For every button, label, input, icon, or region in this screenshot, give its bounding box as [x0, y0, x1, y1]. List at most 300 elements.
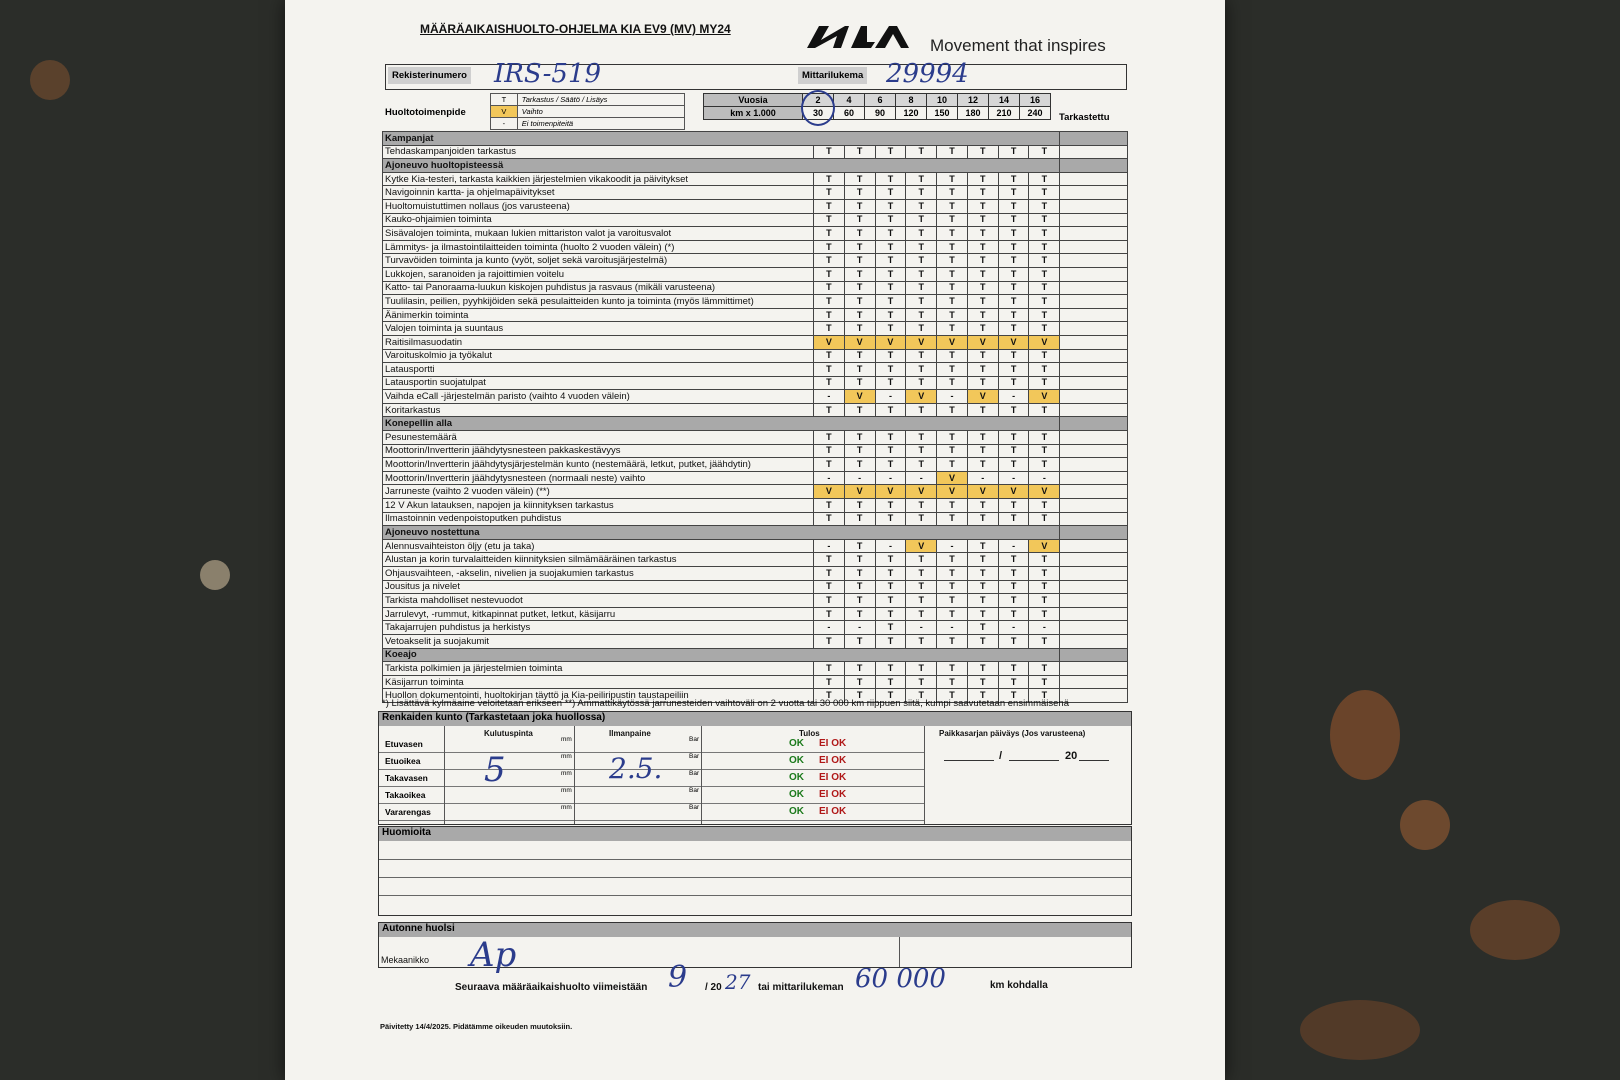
result-ei-ok[interactable]: EI OK	[819, 772, 847, 783]
checked-cell	[1060, 376, 1128, 390]
maintenance-row	[383, 499, 1128, 513]
interval-mark: T	[998, 281, 1029, 295]
interval-mark: -	[937, 390, 968, 404]
years-label: Vuosia	[704, 94, 803, 107]
interval-mark: T	[937, 267, 968, 281]
result-ok[interactable]: OK	[789, 738, 804, 749]
interval-mark: T	[1029, 295, 1060, 309]
section-title: Ajoneuvo huoltopisteessä	[383, 159, 1060, 173]
interval-mark: T	[1029, 594, 1060, 608]
interval-year-cell: 8	[896, 94, 927, 107]
interval-mark: -	[998, 539, 1029, 553]
interval-mark: T	[844, 539, 875, 553]
interval-mark: T	[1029, 281, 1060, 295]
maintenance-row	[383, 199, 1128, 213]
interval-mark: T	[906, 322, 937, 336]
tpms-date-line	[1079, 760, 1109, 761]
maintenance-row	[383, 240, 1128, 254]
interval-mark: T	[967, 295, 998, 309]
interval-mark: T	[1029, 580, 1060, 594]
interval-km-cell: 180	[958, 107, 989, 120]
interval-mark: T	[875, 553, 906, 567]
interval-mark: T	[967, 363, 998, 377]
interval-mark: T	[875, 376, 906, 390]
maintenance-item: Tarkista mahdolliset nestevuodot	[383, 594, 814, 608]
interval-mark: T	[1029, 267, 1060, 281]
tread-header: Kulutuspinta	[484, 729, 533, 738]
interval-km-cell: 30	[803, 107, 834, 120]
maintenance-row	[383, 607, 1128, 621]
interval-mark: T	[967, 580, 998, 594]
interval-mark: -	[906, 471, 937, 485]
maintenance-row	[383, 539, 1128, 553]
interval-mark: -	[875, 471, 906, 485]
tire-name: Etuvasen	[385, 739, 423, 749]
checked-cell	[1060, 322, 1128, 336]
interval-mark: T	[998, 607, 1029, 621]
interval-mark: T	[875, 349, 906, 363]
maintenance-row	[383, 281, 1128, 295]
interval-mark: T	[906, 267, 937, 281]
checked-cell	[1060, 132, 1128, 146]
interval-year-cell: 4	[834, 94, 865, 107]
interval-mark: V	[844, 390, 875, 404]
result-ei-ok[interactable]: EI OK	[819, 789, 847, 800]
interval-mark: T	[875, 308, 906, 322]
interval-year-cell: 10	[927, 94, 958, 107]
interval-mark: T	[937, 295, 968, 309]
interval-mark: T	[937, 227, 968, 241]
interval-mark: T	[875, 267, 906, 281]
notes-title: Huomioita	[379, 827, 1131, 841]
interval-mark: T	[906, 295, 937, 309]
interval-mark: T	[967, 621, 998, 635]
next-service-text-3: km kohdalla	[990, 980, 1048, 991]
interval-mark: T	[844, 689, 875, 703]
interval-mark: T	[813, 308, 844, 322]
interval-mark: T	[998, 512, 1029, 526]
interval-mark: T	[998, 322, 1029, 336]
interval-mark: T	[1029, 444, 1060, 458]
interval-mark: T	[937, 689, 968, 703]
interval-mark: T	[906, 308, 937, 322]
interval-mark: T	[813, 199, 844, 213]
interval-mark: T	[844, 240, 875, 254]
interval-mark: T	[967, 186, 998, 200]
next-service-text: Seuraava määräaikaishuolto viimeistään	[455, 982, 648, 993]
checked-cell	[1060, 390, 1128, 404]
checked-cell	[1060, 403, 1128, 417]
interval-mark: T	[906, 567, 937, 581]
interval-year-cell: 14	[989, 94, 1020, 107]
interval-mark: T	[1029, 634, 1060, 648]
column-divider	[924, 726, 925, 824]
interval-mark: T	[906, 240, 937, 254]
interval-mark: T	[906, 254, 937, 268]
checked-cell	[1060, 553, 1128, 567]
checked-cell	[1060, 648, 1128, 662]
section-header-row	[383, 526, 1128, 540]
result-ok[interactable]: OK	[789, 772, 804, 783]
checked-cell	[1060, 689, 1128, 703]
interval-mark: V	[937, 471, 968, 485]
interval-mark: V	[906, 335, 937, 349]
background-stain	[200, 560, 230, 590]
maintenance-item: Jarrulevyt, -rummut, kitkapinnat putket, letkut, käsijarru	[383, 607, 814, 621]
interval-mark: T	[998, 580, 1029, 594]
tire-name: Takaoikea	[385, 790, 426, 800]
checked-cell	[1060, 499, 1128, 513]
checked-cell	[1060, 308, 1128, 322]
interval-mark: T	[998, 689, 1029, 703]
maintenance-item: Huollon dokumentointi, huoltokirjan täyttö ja Kia-peiliripustin taustapeiliin	[383, 689, 814, 703]
interval-mark: V	[1029, 390, 1060, 404]
unit-mm: mm	[561, 753, 572, 760]
checked-cell	[1060, 512, 1128, 526]
checked-cell	[1060, 281, 1128, 295]
interval-year-cell: 6	[865, 94, 896, 107]
interval-mark: T	[875, 295, 906, 309]
interval-mark: V	[967, 390, 998, 404]
interval-mark: -	[1029, 621, 1060, 635]
interval-km-cell: 240	[1020, 107, 1051, 120]
checked-cell	[1060, 539, 1128, 553]
interval-mark: T	[813, 376, 844, 390]
maintenance-item: Alennusvaihteiston öljy (etu ja taka)	[383, 539, 814, 553]
interval-mark: T	[813, 186, 844, 200]
interval-mark: T	[967, 254, 998, 268]
interval-mark: T	[813, 567, 844, 581]
unit-mm: mm	[561, 736, 572, 743]
interval-km-cell: 120	[896, 107, 927, 120]
interval-mark: T	[967, 607, 998, 621]
notes-line	[379, 895, 1131, 896]
maintenance-item: Moottorin/Invertterin jäähdytysnesteen (normaali neste) vaihto	[383, 471, 814, 485]
interval-mark: T	[967, 499, 998, 513]
interval-mark: T	[906, 199, 937, 213]
unit-bar: Bar	[689, 736, 700, 743]
checked-cell	[1060, 172, 1128, 186]
interval-mark: T	[998, 594, 1029, 608]
maintenance-row	[383, 675, 1128, 689]
interval-mark: T	[967, 145, 998, 159]
interval-mark: T	[998, 567, 1029, 581]
result-ei-ok[interactable]: EI OK	[819, 738, 847, 749]
maintenance-item: Latausportti	[383, 363, 814, 377]
result-ei-ok[interactable]: EI OK	[819, 806, 847, 817]
result-ok[interactable]: OK	[789, 806, 804, 817]
next-service-km: 60 000	[855, 964, 946, 994]
maintenance-row	[383, 145, 1128, 159]
interval-mark: T	[998, 499, 1029, 513]
maintenance-row	[383, 553, 1128, 567]
interval-mark: V	[906, 485, 937, 499]
interval-mark: T	[875, 186, 906, 200]
maintenance-item: Tarkista polkimien ja järjestelmien toiminta	[383, 662, 814, 676]
background-stain	[1300, 1000, 1420, 1060]
next-service-month: 9	[668, 960, 688, 995]
interval-mark: T	[813, 227, 844, 241]
interval-mark: T	[1029, 240, 1060, 254]
interval-mark: T	[875, 281, 906, 295]
form-title: MÄÄRÄAIKAISHUOLTO-OHJELMA KIA EV9 (MV) MY24	[420, 22, 731, 36]
interval-mark: T	[906, 512, 937, 526]
interval-mark: T	[875, 403, 906, 417]
interval-mark: -	[967, 471, 998, 485]
interval-mark: T	[998, 267, 1029, 281]
legend-text: Ei toimenpiteitä	[517, 118, 684, 130]
maintenance-row	[383, 458, 1128, 472]
interval-mark: T	[937, 594, 968, 608]
registration-label: Rekisterinumero	[388, 67, 471, 84]
interval-mark: T	[937, 444, 968, 458]
interval-mark: T	[998, 308, 1029, 322]
interval-mark: T	[937, 213, 968, 227]
maintenance-item: Raitisilmasuodatin	[383, 335, 814, 349]
maintenance-item: Jousitus ja nivelet	[383, 580, 814, 594]
interval-mark: -	[998, 621, 1029, 635]
maintenance-row	[383, 634, 1128, 648]
interval-mark: T	[937, 499, 968, 513]
interval-header	[703, 93, 1051, 120]
interval-mark: T	[937, 145, 968, 159]
interval-mark: T	[844, 186, 875, 200]
interval-mark: T	[844, 594, 875, 608]
interval-mark: T	[967, 267, 998, 281]
interval-mark: T	[875, 499, 906, 513]
maintenance-item: Takajarrujen puhdistus ja herkistys	[383, 621, 814, 635]
interval-mark: T	[844, 567, 875, 581]
interval-mark: T	[906, 363, 937, 377]
interval-mark: T	[844, 145, 875, 159]
maintenance-row	[383, 254, 1128, 268]
maintenance-row	[383, 485, 1128, 499]
interval-mark: T	[875, 172, 906, 186]
interval-mark: T	[875, 621, 906, 635]
result-ok[interactable]: OK	[789, 755, 804, 766]
background-stain	[1330, 690, 1400, 780]
legend-label: Huoltotoimenpide	[385, 107, 466, 118]
result-ok[interactable]: OK	[789, 789, 804, 800]
interval-mark: T	[875, 240, 906, 254]
interval-mark: T	[844, 322, 875, 336]
interval-mark: T	[875, 363, 906, 377]
maintenance-row	[383, 621, 1128, 635]
interval-mark: T	[875, 675, 906, 689]
interval-mark: -	[875, 390, 906, 404]
section-title: Ajoneuvo nostettuna	[383, 526, 1060, 540]
result-ei-ok[interactable]: EI OK	[819, 755, 847, 766]
checked-cell	[1060, 199, 1128, 213]
maintenance-item: Lukkojen, saranoiden ja rajoittimien voitelu	[383, 267, 814, 281]
maintenance-item: Vetoakselit ja suojakumit	[383, 634, 814, 648]
interval-mark: T	[906, 349, 937, 363]
maintenance-item: 12 V Akun latauksen, napojen ja kiinnityksen tarkastus	[383, 499, 814, 513]
section-title: Koeajo	[383, 648, 1060, 662]
interval-mark: T	[906, 186, 937, 200]
interval-mark: T	[844, 431, 875, 445]
interval-mark: V	[998, 335, 1029, 349]
interval-mark: T	[906, 458, 937, 472]
interval-mark: T	[998, 662, 1029, 676]
interval-mark: T	[875, 594, 906, 608]
interval-mark: T	[875, 145, 906, 159]
interval-mark: T	[998, 186, 1029, 200]
tire-title: Renkaiden kunto (Tarkastetaan joka huollossa)	[379, 712, 1131, 726]
interval-mark: V	[844, 485, 875, 499]
interval-mark: T	[813, 689, 844, 703]
interval-mark: T	[967, 281, 998, 295]
interval-mark: V	[906, 390, 937, 404]
maintenance-row	[383, 308, 1128, 322]
updated-note: Päivitetty 14/4/2025. Pidätämme oikeuden muutoksiin.	[380, 1022, 573, 1031]
checked-cell	[1060, 594, 1128, 608]
mechanic-signature: Ap	[470, 935, 517, 975]
maintenance-item: Ohjausvaihteen, -akselin, nivelien ja suojakumien tarkastus	[383, 567, 814, 581]
interval-mark: T	[875, 431, 906, 445]
interval-mark: T	[875, 512, 906, 526]
maintenance-item: Ilmastoinnin vedenpoistoputken puhdistus	[383, 512, 814, 526]
notes-line	[379, 877, 1131, 878]
interval-mark: T	[998, 295, 1029, 309]
interval-mark: T	[967, 553, 998, 567]
interval-mark: T	[937, 662, 968, 676]
maintenance-row	[383, 295, 1128, 309]
interval-mark: T	[844, 295, 875, 309]
interval-mark: T	[998, 145, 1029, 159]
service-form-paper	[285, 0, 1225, 1080]
background-stain	[1400, 800, 1450, 850]
background-stain	[30, 60, 70, 100]
interval-mark: T	[937, 281, 968, 295]
interval-year-cell: 16	[1020, 94, 1051, 107]
mechanic-label: Mekaanikko	[381, 955, 430, 965]
interval-mark: T	[844, 376, 875, 390]
section-header-row	[383, 648, 1128, 662]
interval-mark: T	[998, 634, 1029, 648]
maintenance-item: Pesunestemäärä	[383, 431, 814, 445]
interval-mark: V	[875, 485, 906, 499]
interval-mark: -	[906, 621, 937, 635]
interval-year-cell: 2	[803, 94, 834, 107]
maintenance-row	[383, 186, 1128, 200]
legend-code: V	[491, 106, 518, 118]
interval-mark: V	[875, 335, 906, 349]
interval-mark: T	[998, 431, 1029, 445]
interval-mark: T	[1029, 227, 1060, 241]
odometer-value: 29994	[886, 59, 969, 89]
interval-mark: T	[875, 213, 906, 227]
interval-mark: T	[1029, 213, 1060, 227]
maintenance-item: Tuulilasin, peilien, pyyhkijöiden sekä pesulaitteiden kunto ja toiminta (myös lämmittimet)	[383, 295, 814, 309]
checked-cell	[1060, 471, 1128, 485]
interval-mark: T	[967, 675, 998, 689]
interval-mark: V	[844, 335, 875, 349]
section-title: Kampanjat	[383, 132, 1060, 146]
interval-mark: T	[967, 172, 998, 186]
maintenance-item: Vaihda eCall -järjestelmän paristo (vaihto 4 vuoden välein)	[383, 390, 814, 404]
interval-mark: T	[1029, 363, 1060, 377]
checked-cell	[1060, 363, 1128, 377]
interval-mark: T	[844, 662, 875, 676]
interval-mark: T	[998, 227, 1029, 241]
interval-mark: T	[844, 634, 875, 648]
interval-mark: T	[813, 594, 844, 608]
maintenance-item: Kauko-ohjaimien toiminta	[383, 213, 814, 227]
checked-cell	[1060, 227, 1128, 241]
interval-mark: T	[1029, 322, 1060, 336]
interval-mark: T	[813, 267, 844, 281]
interval-mark: T	[998, 254, 1029, 268]
interval-mark: T	[813, 240, 844, 254]
interval-mark: T	[967, 322, 998, 336]
interval-mark: T	[813, 295, 844, 309]
maintenance-item: Varoituskolmio ja työkalut	[383, 349, 814, 363]
interval-mark: T	[998, 458, 1029, 472]
interval-mark: T	[1029, 431, 1060, 445]
maintenance-row	[383, 512, 1128, 526]
interval-mark: T	[906, 594, 937, 608]
interval-mark: T	[1029, 675, 1060, 689]
interval-mark: T	[813, 322, 844, 336]
interval-mark: -	[875, 539, 906, 553]
maintenance-row	[383, 267, 1128, 281]
kia-logo	[805, 22, 915, 57]
interval-mark: T	[844, 254, 875, 268]
checked-cell	[1060, 186, 1128, 200]
interval-mark: T	[844, 499, 875, 513]
interval-mark: T	[937, 458, 968, 472]
interval-mark: T	[967, 376, 998, 390]
interval-mark: T	[844, 227, 875, 241]
checked-cell	[1060, 567, 1128, 581]
maintenance-row	[383, 335, 1128, 349]
interval-mark: T	[906, 431, 937, 445]
interval-km-cell: 210	[989, 107, 1020, 120]
interval-mark: T	[1029, 662, 1060, 676]
section-header-row	[383, 132, 1128, 146]
interval-mark: T	[844, 363, 875, 377]
checked-cell	[1060, 417, 1128, 431]
interval-mark: T	[844, 199, 875, 213]
interval-mark: T	[1029, 689, 1060, 703]
interval-mark: T	[937, 349, 968, 363]
interval-mark: T	[937, 675, 968, 689]
checked-cell	[1060, 458, 1128, 472]
interval-mark: -	[1029, 471, 1060, 485]
interval-mark: T	[967, 227, 998, 241]
interval-mark: V	[813, 335, 844, 349]
interval-mark: -	[844, 471, 875, 485]
interval-mark: -	[844, 621, 875, 635]
unit-bar: Bar	[689, 770, 700, 777]
interval-mark: V	[937, 485, 968, 499]
maintenance-item: Huoltomuistuttimen nollaus (jos varusteena)	[383, 199, 814, 213]
interval-mark: T	[844, 553, 875, 567]
interval-mark: V	[998, 485, 1029, 499]
section-header-row	[383, 417, 1128, 431]
pressure-header: Ilmanpaine	[609, 729, 651, 738]
interval-mark: T	[967, 444, 998, 458]
interval-mark: T	[906, 213, 937, 227]
interval-mark: T	[813, 458, 844, 472]
interval-mark: T	[967, 213, 998, 227]
interval-mark: T	[906, 376, 937, 390]
maintenance-row	[383, 594, 1128, 608]
tpms-date-year: 20	[1065, 750, 1078, 762]
interval-mark: T	[906, 227, 937, 241]
registration-value: IRS-519	[494, 59, 602, 89]
